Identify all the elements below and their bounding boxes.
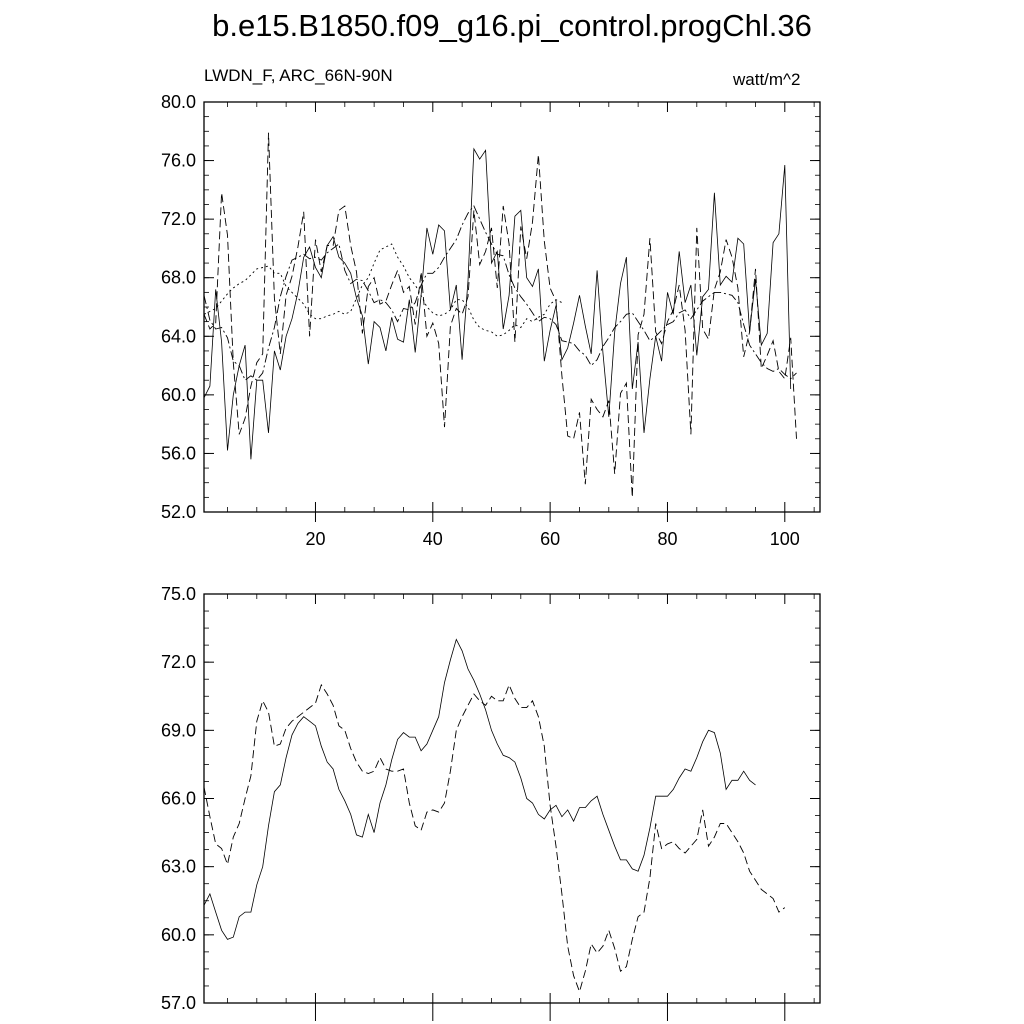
page-title: b.e15.B1850.f09_g16.pi_control.progChl.36 (212, 8, 812, 43)
variable-region-label: LWDN_F, ARC_66N-90N (204, 66, 393, 85)
top-plot-frame (204, 102, 820, 512)
x-tick-label: 40 (422, 529, 443, 549)
y-tick-label: 69.0 (160, 720, 196, 741)
y-tick-label: 80.0 (160, 92, 196, 112)
x-tick-label: 20 (305, 529, 326, 549)
y-tick-label: 68.0 (160, 267, 196, 288)
y-tick-label: 52.0 (160, 502, 196, 522)
y-tick-label: 63.0 (160, 856, 196, 877)
y-tick-label: 72.0 (160, 209, 196, 230)
bottom-series-solid-line (204, 639, 756, 939)
bottom-panel-plot (161, 584, 820, 1021)
top-series-solid-line (204, 149, 791, 459)
y-tick-label: 72.0 (160, 652, 196, 673)
x-tick-label: 60 (540, 529, 561, 549)
bottom-series-dashed-line (204, 685, 785, 992)
top-panel-plot (161, 92, 820, 549)
y-tick-label: 56.0 (160, 443, 196, 464)
y-tick-label: 64.0 (160, 326, 196, 347)
bottom-plot-frame (204, 594, 820, 1003)
y-tick-label: 75.0 (160, 584, 196, 604)
y-tick-label: 57.0 (160, 993, 196, 1013)
y-tick-label: 76.0 (160, 150, 196, 171)
top-series-dotted-line (204, 244, 562, 336)
y-tick-label: 66.0 (160, 788, 196, 809)
units-label: watt/m^2 (733, 70, 801, 89)
x-tick-label: 100 (769, 529, 800, 549)
y-tick-label: 60.0 (160, 384, 196, 405)
y-tick-label: 60.0 (160, 924, 196, 945)
x-tick-label: 80 (657, 529, 678, 549)
